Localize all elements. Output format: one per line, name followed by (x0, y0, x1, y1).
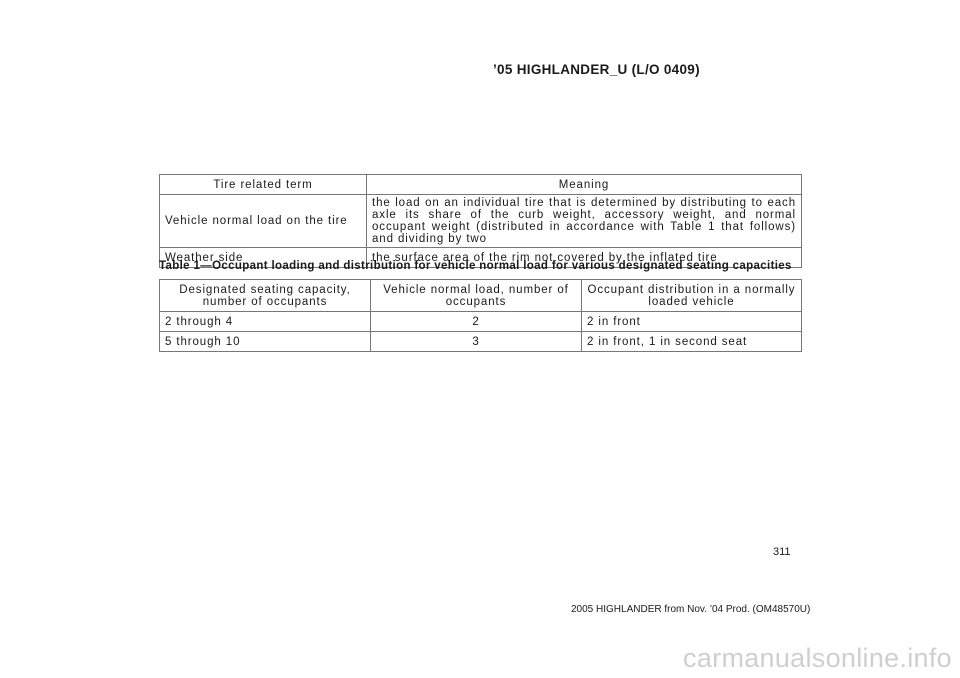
table-header-row (160, 280, 802, 312)
footer-text: 2005 HIGHLANDER from Nov. ’04 Prod. (OM48570U) (571, 604, 811, 615)
table-header-row (160, 175, 802, 195)
distribution-cell: 2 in front, 1 in second seat (582, 332, 802, 352)
tire-terms-table (159, 174, 802, 268)
term-cell: Vehicle normal load on the tire (160, 195, 367, 248)
column-header-capacity: Designated seating capacity, number of occupants (160, 280, 371, 312)
watermark: carmanualsonline.info (683, 643, 952, 673)
table-caption: Table 1—Occupant loading and distribution for vehicle normal load for various designated seating capacities (159, 260, 792, 272)
column-header-load: Vehicle normal load, number of occupants (371, 280, 582, 312)
term-cell: Weather side (160, 248, 367, 268)
meaning-cell: the load on an individual tire that is determined by distributing to each axle its share of the curb weight, accessory weight, and normal occupant weight (distributed in accordance with Table 1 that follows) and dividing by two (367, 195, 802, 248)
page-number: 311 (773, 546, 791, 558)
column-header-meaning: Meaning (367, 175, 802, 195)
capacity-cell: 5 through 10 (160, 332, 371, 352)
table-row (160, 332, 802, 352)
header-title: ’05 HIGHLANDER_U (L/O 0409) (493, 62, 700, 77)
table-row (160, 312, 802, 332)
load-cell: 2 (371, 312, 582, 332)
capacity-cell: 2 through 4 (160, 312, 371, 332)
meaning-cell: the surface area of the rim not covered by the inflated tire (367, 248, 802, 268)
column-header-distribution: Occupant distribution in a normally loaded vehicle (582, 280, 802, 312)
distribution-cell: 2 in front (582, 312, 802, 332)
table-row (160, 195, 802, 248)
occupant-loading-table (159, 279, 802, 352)
load-cell: 3 (371, 332, 582, 352)
column-header-term: Tire related term (160, 175, 367, 195)
